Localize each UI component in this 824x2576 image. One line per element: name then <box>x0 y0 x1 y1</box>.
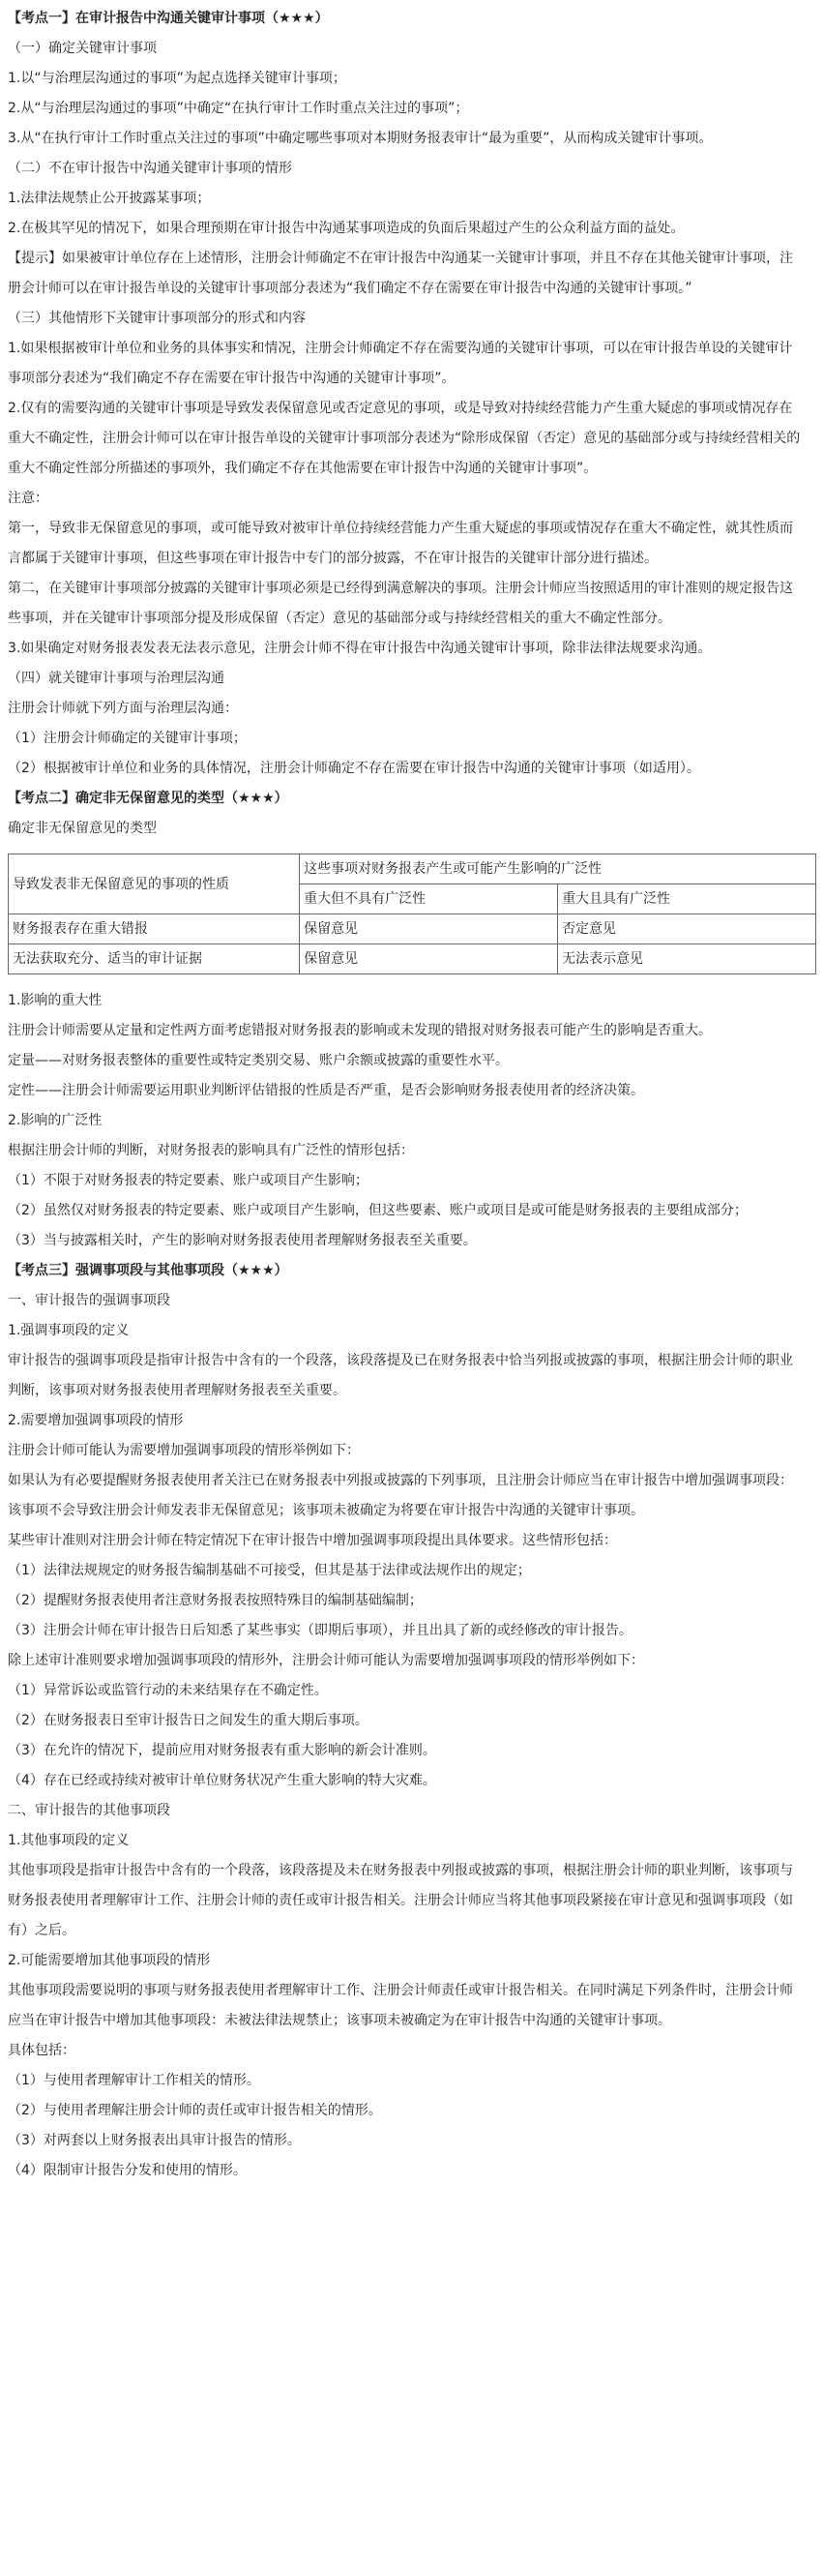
paragraph: 1.如果根据被审计单位和业务的具体事实和情况，注册会计师确定不存在需要沟通的关键审计事项，可以在审计报告单设的关键审计事项部分表述为“我们确定不存在需要在审计报告中沟通的关键审计事项”。 <box>8 341 793 386</box>
paragraph: 2.影响的广泛性 <box>8 1113 103 1128</box>
table-header-cell: 重大但不具有广泛性 <box>300 884 558 914</box>
paragraph: 第一，导致非无保留意见的事项，或可能导致对被审计单位持续经营能力产生重大疑虑的事项或情况存在重大不确定性，就其性质而言都属于关键审计事项，但这些事项在审计报告中专门的部分披露，不在审计报告的关键审计部分进行描述。 <box>8 521 793 566</box>
paragraph: 注册会计师就下列方面与治理层沟通： <box>8 701 238 716</box>
paragraph: （4）限制审计报告分发和使用的情形。 <box>8 2163 247 2178</box>
paragraph: （一）确定关键审计事项 <box>8 41 157 56</box>
paragraph: 其他事项段是指审计报告中含有的一个段落，该段落提及未在财务报表中列报或披露的事项，根据注册会计师的职业判断，该事项与财务报表使用者理解审计工作、注册会计师的责任或审计报告相关。注册会计师应当将其他事项段紧接在审计意见和强调事项段（如有）之后。 <box>8 1863 793 1938</box>
paragraph: 审计报告的强调事项段是指审计报告中含有的一个段落，该段落提及已在财务报表中恰当列报或披露的事项，根据注册会计师的职业判断，该事项对财务报表使用者理解财务报表至关重要。 <box>8 1353 793 1398</box>
paragraph: （1）与使用者理解审计工作相关的情形。 <box>8 2073 260 2088</box>
paragraph: 2.仅有的需要沟通的关键审计事项是导致发表保留意见或否定意见的事项，或是导致对持续经营能力产生重大疑虑的事项或情况存在重大不确定性，注册会计师可以在审计报告单设的关键审计事项部分表述为“除形成保留（否定）意见的基础部分或与持续经营相关的重大不确定性部分所描述的事项外，我们确定不存在其他需要在审计报告中沟通的关键审计事项”。 <box>8 401 801 476</box>
paragraph: （1）异常诉讼或监管行动的未来结果存在不确定性。 <box>8 1683 328 1698</box>
paragraph: 1.影响的重大性 <box>8 993 103 1008</box>
table-cell: 否定意见 <box>558 914 816 944</box>
paragraph: 如果认为有必要提醒财务报表使用者关注已在财务报表中列报或披露的下列事项，且注册会计师应当在审计报告中增加强调事项段：该事项不会导致注册会计师发表非无保留意见；该事项未被确定为将要在审计报告中沟通的关键审计事项。 <box>8 1473 793 1518</box>
paragraph: 第二，在关键审计事项部分披露的关键审计事项必须是已经得到满意解决的事项。注册会计师应当按照适用的审计准则的规定报告这些事项，并在关键审计事项部分提及形成保留（否定）意见的基础部分或与持续经营相关的重大不确定性部分。 <box>8 581 793 626</box>
paragraph: （2）虽然仅对财务报表的特定要素、账户或项目产生影响，但这些要素、账户或项目是或可能是财务报表的主要组成部分； <box>8 1203 748 1218</box>
table-header-cell: 重大且具有广泛性 <box>558 884 816 914</box>
paragraph: （1）法律法规规定的财务报告编制基础不可接受，但其是基于法律或法规作出的规定； <box>8 1563 531 1578</box>
paragraph: （3）对两套以上财务报表出具审计报告的情形。 <box>8 2133 301 2148</box>
paragraph: 根据注册会计师的判断，对财务报表的影响具有广泛性的情形包括： <box>8 1143 414 1158</box>
paragraph: 3.从“在执行审计工作时重点关注过的事项”中确定哪些事项对本期财务报表审计“最为重要”，从而构成关键审计事项。 <box>8 131 713 146</box>
paragraph: 2.需要增加强调事项段的情形 <box>8 1413 184 1428</box>
paragraph: 定量——对财务报表整体的重要性或特定类别交易、账户余额或披露的重要性水平。 <box>8 1053 509 1068</box>
paragraph: （3）当与披露相关时，产生的影响对财务报表使用者理解财务报表至关重要。 <box>8 1233 477 1248</box>
table-cell: 保留意见 <box>300 914 558 944</box>
section-title-k3: 【考点三】强调事项段与其他事项段（★★★） <box>8 1263 288 1278</box>
paragraph: 具体包括： <box>8 2043 75 2058</box>
section-title-k1: 【考点一】在审计报告中沟通关键审计事项（★★★） <box>8 11 329 26</box>
paragraph: 某些审计准则对注册会计师在特定情况下在审计报告中增加强调事项段提出具体要求。这些情形包括： <box>8 1533 617 1548</box>
section-title-k2: 【考点二】确定非无保留意见的类型（★★★） <box>8 791 288 806</box>
paragraph: 2.从“与治理层沟通过的事项”中确定“在执行审计工作时重点关注过的事项”； <box>8 101 469 116</box>
paragraph: 一、审计报告的强调事项段 <box>8 1293 170 1308</box>
paragraph: 注意： <box>8 491 48 506</box>
paragraph: 注册会计师可能认为需要增加强调事项段的情形举例如下： <box>8 1443 360 1458</box>
table-row <box>9 914 816 944</box>
paragraph: （3）在允许的情况下，提前应用对财务报表有重大影响的新会计准则。 <box>8 1743 436 1758</box>
paragraph: 【提示】如果被审计单位存在上述情形，注册会计师确定不在审计报告中沟通某一关键审计事项，并且不存在其他关键审计事项，注册会计师可以在审计报告单设的关键审计事项部分表述为“我们确定不存在需要在审计报告中沟通的关键审计事项。” <box>8 251 793 296</box>
paragraph: 1.法律法规禁止公开披露某事项； <box>8 191 211 206</box>
paragraph: 1.其他事项段的定义 <box>8 1833 130 1848</box>
opinion-type-table <box>8 854 816 974</box>
paragraph: （三）其他情形下关键审计事项部分的形式和内容 <box>8 311 306 326</box>
paragraph: 2.在极其罕见的情况下，如果合理预期在审计报告中沟通某事项造成的负面后果超过产生的公众利益方面的益处。 <box>8 221 685 236</box>
table-cell: 无法表示意见 <box>558 944 816 974</box>
paragraph: （二）不在审计报告中沟通关键审计事项的情形 <box>8 161 292 176</box>
paragraph: （4）存在已经或持续对被审计单位财务状况产生重大影响的特大灾难。 <box>8 1773 436 1788</box>
table-header-cell: 导致发表非无保留意见的事项的性质 <box>9 854 300 914</box>
paragraph: 3.如果确定对财务报表发表无法表示意见，注册会计师不得在审计报告中沟通关键审计事项，除非法律法规要求沟通。 <box>8 641 712 656</box>
table-cell: 财务报表存在重大错报 <box>9 914 300 944</box>
paragraph: （1）注册会计师确定的关键审计事项； <box>8 731 247 746</box>
table-cell: 无法获取充分、适当的审计证据 <box>9 944 300 974</box>
paragraph: （2）提醒财务报表使用者注意财务报表按照特殊目的编制基础编制； <box>8 1593 423 1608</box>
paragraph: 1.以“与治理层沟通过的事项”为起点选择关键审计事项； <box>8 71 346 86</box>
table-header-cell: 这些事项对财务报表产生或可能产生影响的广泛性 <box>300 854 816 884</box>
paragraph: （3）注册会计师在审计报告日后知悉了某些事实（即期后事项），并且出具了新的或经修改的审计报告。 <box>8 1623 633 1638</box>
paragraph: （2）在财务报表日至审计报告日之间发生的重大期后事项。 <box>8 1713 368 1728</box>
paragraph: 确定非无保留意见的类型 <box>8 821 157 836</box>
paragraph: （四）就关键审计事项与治理层沟通 <box>8 671 224 686</box>
paragraph: 定性——注册会计师需要运用职业判断评估错报的性质是否严重，是否会影响财务报表使用者的经济决策。 <box>8 1083 644 1098</box>
paragraph: 其他事项段需要说明的事项与财务报表使用者理解审计工作、注册会计师责任或审计报告相关。在同时满足下列条件时，注册会计师应当在审计报告中增加其他事项段：未被法律法规禁止；该事项未被确定为在审计报告中沟通的关键审计事项。 <box>8 1983 793 2028</box>
paragraph: （2）根据被审计单位和业务的具体情况，注册会计师确定不存在需要在审计报告中沟通的关键审计事项（如适用）。 <box>8 761 700 776</box>
paragraph: （2）与使用者理解注册会计师的责任或审计报告相关的情形。 <box>8 2103 382 2118</box>
paragraph: 除上述审计准则要求增加强调事项段的情形外，注册会计师可能认为需要增加强调事项段的情形举例如下： <box>8 1653 644 1668</box>
paragraph: 2.可能需要增加其他事项段的情形 <box>8 1953 211 1968</box>
table-cell: 保留意见 <box>300 944 558 974</box>
paragraph: （1）不限于对财务报表的特定要素、账户或项目产生影响； <box>8 1173 368 1188</box>
paragraph: 注册会计师需要从定量和定性两方面考虑错报对财务报表的影响或未发现的错报对财务报表可能产生的影响是否重大。 <box>8 1023 712 1038</box>
paragraph: 二、审计报告的其他事项段 <box>8 1803 170 1818</box>
table-row <box>9 944 816 974</box>
paragraph: 1.强调事项段的定义 <box>8 1323 130 1338</box>
